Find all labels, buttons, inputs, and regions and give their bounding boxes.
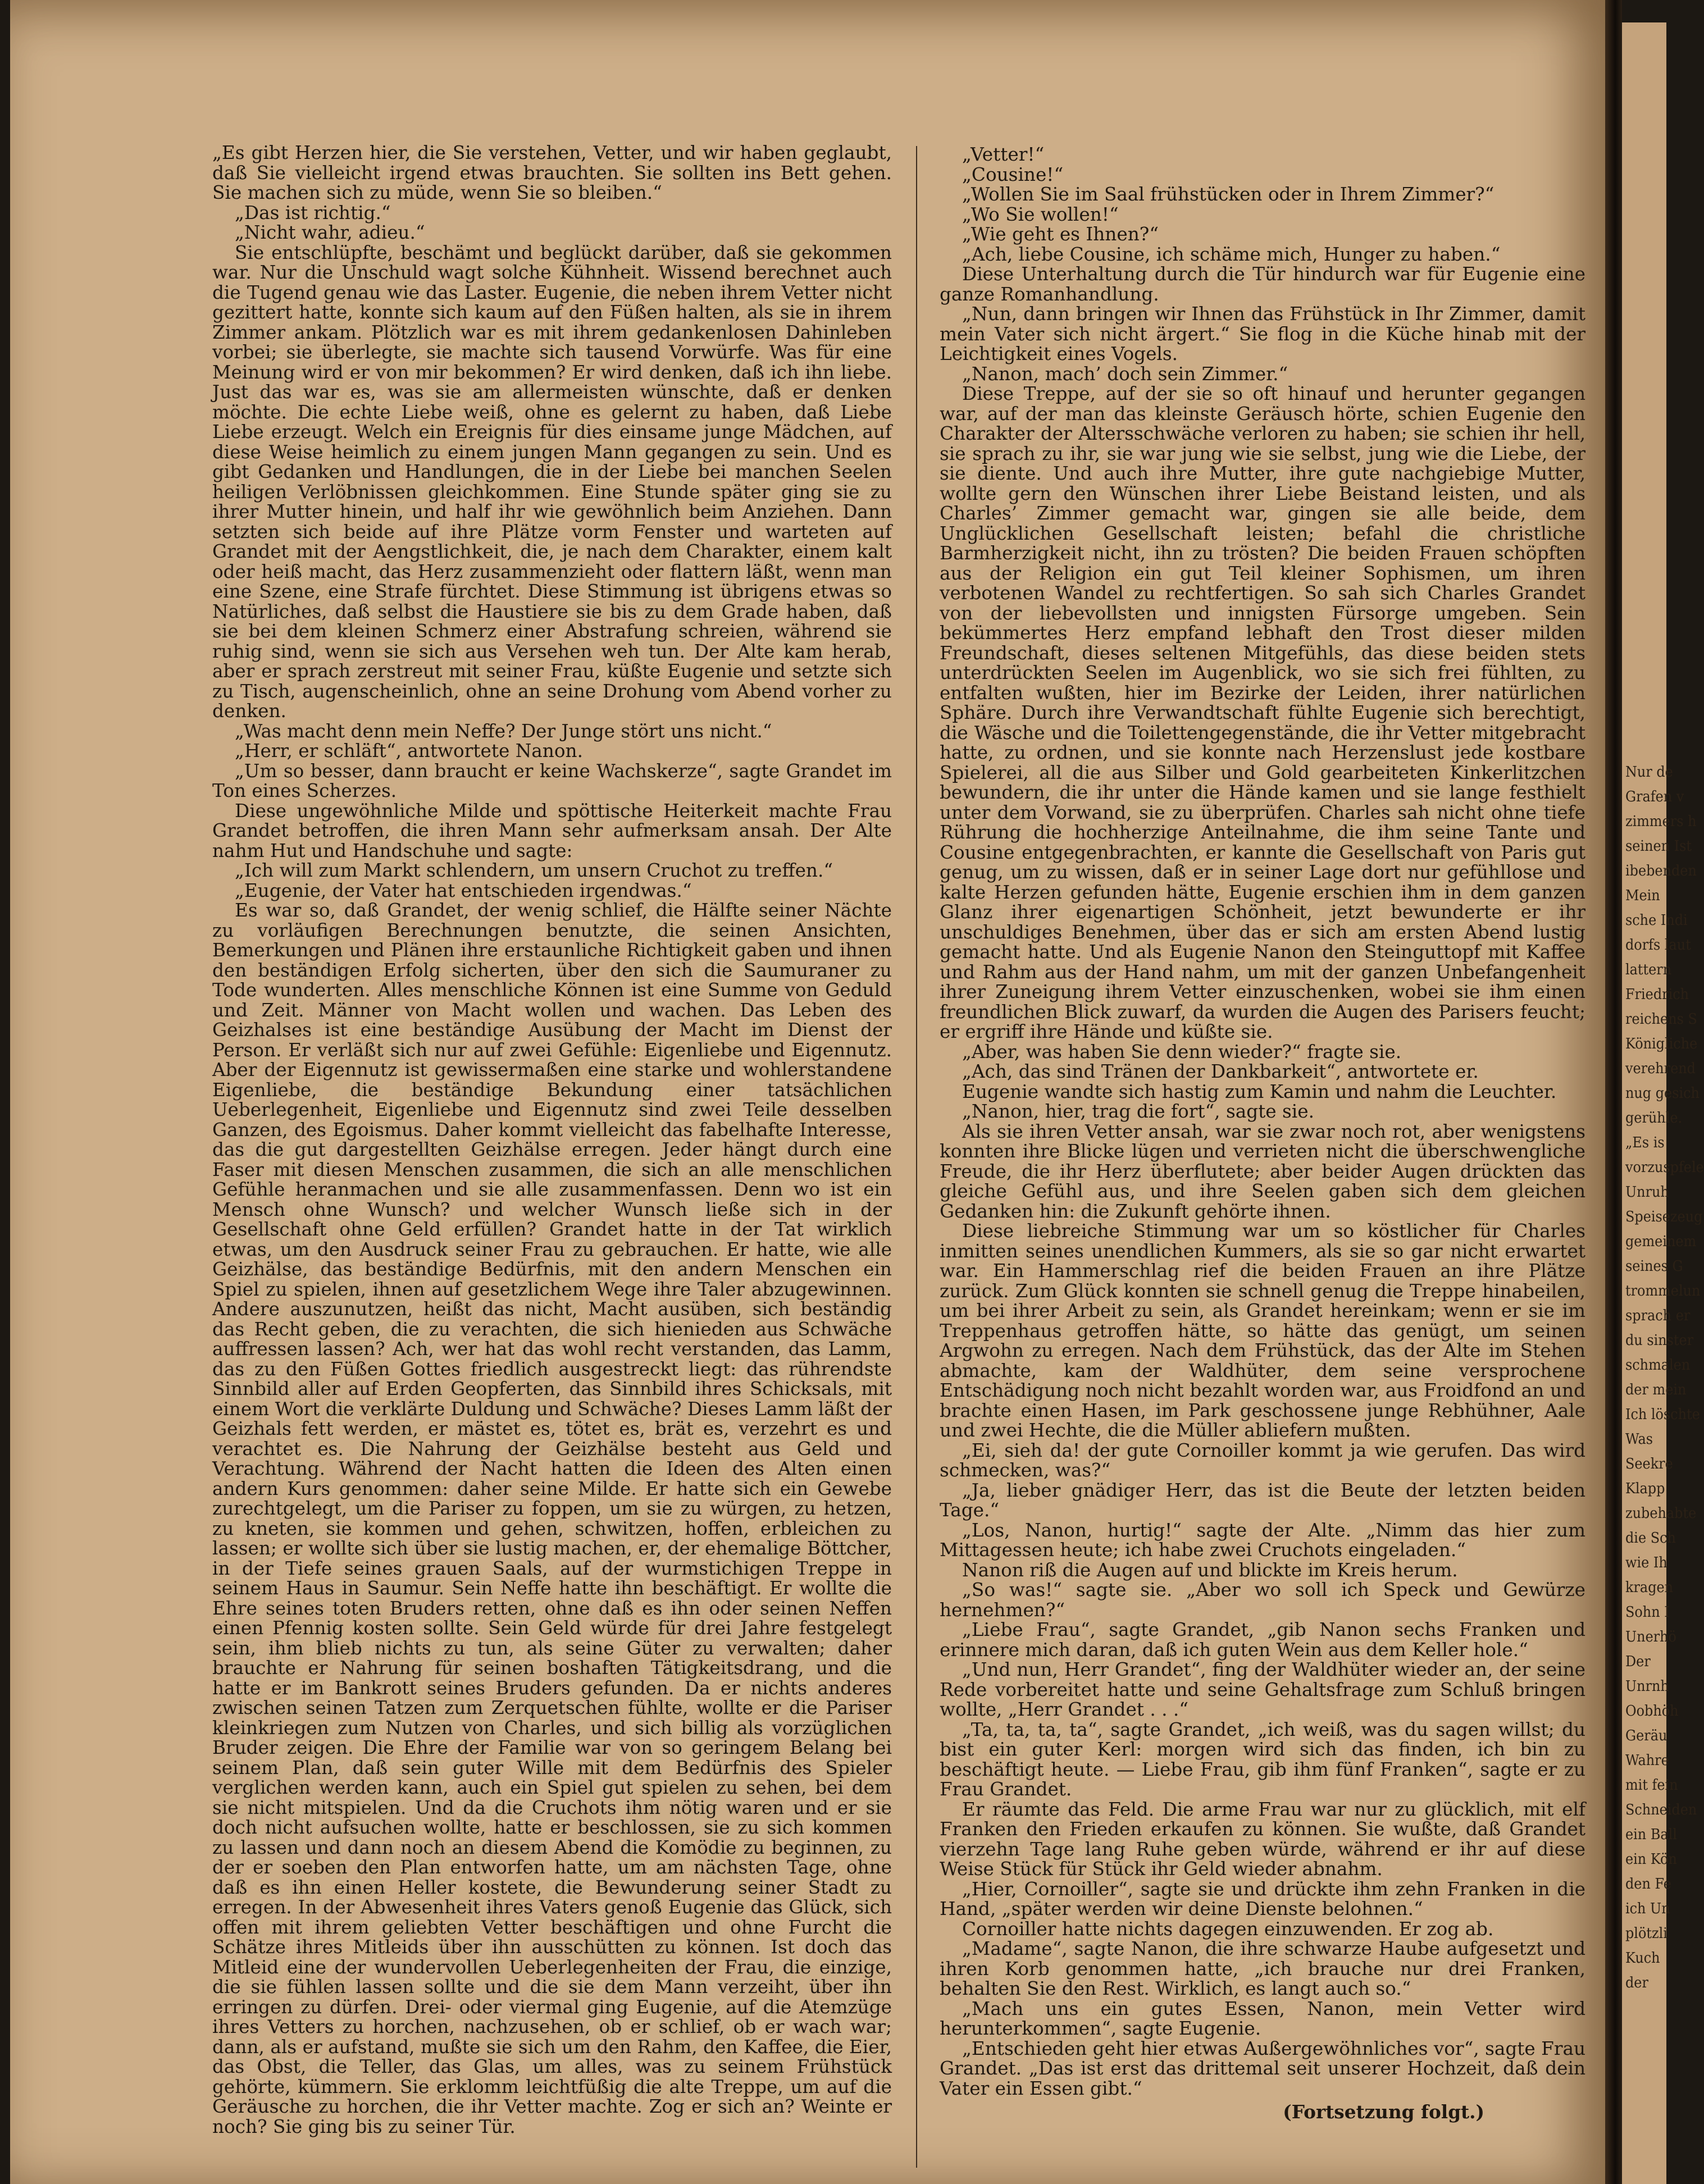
next-page-text-fragment: zubehabte <box>1625 1505 1697 1522</box>
next-page-text-fragment: nug gesich <box>1625 1085 1700 1102</box>
next-page-text-fragment: wie Ih <box>1625 1554 1667 1571</box>
next-page-text-fragment: trommelun <box>1625 1283 1701 1300</box>
next-page-text-fragment: ibebenden <box>1625 863 1697 879</box>
next-page-text-fragment: Wahre <box>1625 1752 1669 1769</box>
left-column-paragraph: „Herr, er schläft“, antwortete Nanon. <box>235 740 583 762</box>
next-page-text-fragment: Was <box>1625 1431 1653 1448</box>
next-page-text-fragment: Geräu <box>1625 1727 1667 1744</box>
next-page-text-fragment: Schneiden <box>1625 1802 1697 1818</box>
next-page-text-fragment: dorfs laut <box>1625 937 1691 954</box>
right-column-paragraph: „Ach, das sind Tränen der Dankbarkeit“, antwortete er. <box>962 1061 1479 1082</box>
right-column-paragraph: „Aber, was haben Sie denn wieder?“ fragte sie. <box>962 1041 1402 1063</box>
next-page-text-fragment: Nur de <box>1625 764 1673 781</box>
left-column-paragraph: „Das ist richtig.“ <box>235 202 391 224</box>
right-column-paragraph: „So was!“ sagte sie. „Aber wo soll ich Speck und Gewürze hernehmen?“ <box>940 1579 1585 1621</box>
right-column-paragraph: „Hier, Cornoiller“, sagte sie und drückte ihm zehn Franken in die Hand, „später werden wir deine Dienste belohnen.“ <box>940 1878 1585 1919</box>
next-page-text-fragment: Grafen v <box>1625 788 1684 805</box>
left-column-paragraph: Es war so, daß Grandet, der wenig schlief, die Hälfte seiner Nächte zu vorläufigen Berechnungen benutzte, die seinen Ansichten, Bemerkungen und Plänen ihre erstaunliche Richtigkeit gaben und ihnen den beständigen Erfolg sicherten, über den sich die Saumuraner zu Tode wunderten. Alles menschliche Können ist eine Summe von Geduld und Zeit. Männer von Macht wollen und wachen. Das Leben des Geizhalses ist eine beständige Ausübung der Macht im Dienst der Person. Er verläßt sich nur auf zwei Gefühle: Eigenliebe und Eigennutz. Aber der Eigennutz ist gewissermaßen eine starke und wohlerstandene Eigenliebe, die beständige Bekundung einer tatsächlichen Ueberlegenheit, Eigenliebe und Eigennutz sind zwei Teile desselben Ganzen, des Egoismus. Daher kommt vielleicht das fabelhafte Interesse, das die gut dargestellten Geizhälse erregen. Jeder hängt durch eine Faser mit diesen Menschen zusammen, die sich an alle menschlichen Gefühle heranmachen und sie alle zusammenfassen. Denn wo ist ein Mensch ohne Wunsch? und welcher Wunsch ließe sich in der Gesellschaft ohne Geld erfüllen? Grandet hatte in der Tat wirklich etwas, um den Ausdruck seiner Frau zu gebrauchen. Er hatte, wie alle Geizhälse, das beständige Bedürfnis, mit den andern Menschen ein Spiel zu spielen, ihnen auf gesetzlichem Wege ihre Taler abzugewinnen. Andere auszunutzen, heißt das nicht, Macht ausüben, sich beständig das Recht geben, die zu verachten, die sich hienieden aus Schwäche auffressen lassen? Ach, wer hat das wohl recht verstanden, das Lamm, das zu den Füßen Gottes friedlich ausgestreckt liegt: das rührendste Sinnbild aller auf Erden Geopferten, das Sinnbild ihres Schicksals, mit einem Wort die verklärte Duldung und Schwäche? Dieses Lamm läßt der Geizhals fett werden, er mästet es, tötet es, brät es, verzehrt es und verachtet es. Die Nahrung der Geizhälse besteht aus Geld und Verachtung. Während der Nacht hatten die Ideen des Alten einen andern Kurs genommen: daher seine Milde. Er hatte sich ein Gewebe zurechtgelegt, um die Pariser zu foppen, um sie zu würgen, zu hetzen, zu kneten, sie kommen und gehen, schwitzen, hoffen, erbleichen zu lassen; er wollte sich über sie lustig machen, er, der ehemalige Böttcher, in der Tiefe seines grauen Saals, auf der wurmstichigen Treppe in seinem Haus in Saumur. Sein Neffe hatte ihn beschäftigt. Er wollte die Ehre seines toten Bruders retten, ohne daß es ihn oder seinen Neffen einen Pfennig kosten sollte. Sein Geld würde für drei Jahre festgelegt sein, ihm blieb nichts zu tun, als seine Güter zu verwalten; daher brauchte er Nahrung für seinen boshaften Tätigkeitsdrang, und die hatte er im Bankrott seines Bruders gefunden. Da er nichts anderes zwischen seinen Tatzen zum Zerquetschen fühlte, wollte er die Pariser kleinkriegen zum Nutzen von Charles, und sich billig als vorzüglichen Bruder zeigen. Die Ehre der Familie war von so geringem Belang bei seinem Plan, daß sein guter Wille mit dem Bedürfnis des Spieler verglichen werden kann, auch ein Spiel gut spielen zu sehen, bei dem sie nicht mitspielen. Und da die Cruchots ihm nötig waren und er sie doch nicht aufsuchen wollte, hatte er beschlossen, sie zu sich kommen zu lassen und dann noch an diesem Abend die Komödie zu beginnen, zu der er soeben den Plan entworfen hatte, um am nächsten Tage, ohne daß es ihn einen Heller kostete, die Bewunderung seiner Stadt zu erregen. In der Abwesenheit ihres Vaters genoß Eugenie das Glück, sich offen mit ihrem geliebten Vetter beschäftigen und ohne Furcht die Schätze ihres Mitleids über ihn ausschütten zu können. Ist doch das Mitleid eine der wundervollen Ueberlegenheiten der Frau, die einzige, die sie fühlen lassen sollte und die sie dem Mann verzeiht, über ihn erringen zu dürfen. Drei- oder viermal ging Eugenie, auf die Atemzüge ihres Vetters zu horchen, nachzusehen, ob er schlief, ob er wach war; dann, als er aufstand, mußte sie sich um den Rahm, den Kaffee, die Eier, das Obst, die Teller, das Glas, um alles, was zu seinem Frühstück gehörte, kümmern. Sie erklomm leichtfüßig die alte Treppe, um auf die Geräusche zu horchen, die ihr Vetter machte. Zog er sich an? Weinte er noch? Sie ging bis zu seiner Tür. <box>212 900 892 2137</box>
next-page-text-fragment: gemeinem <box>1625 1233 1697 1250</box>
next-page-text-fragment: schmalen <box>1625 1357 1691 1374</box>
left-column-paragraph: „Es gibt Herzen hier, die Sie verstehen, Vetter, und wir haben geglaubt, daß Sie vielleicht irgend etwas brauchten. Sie sollten ins Bett gehen. Sie machen sich zu müde, wenn Sie so bleiben.“ <box>212 142 892 203</box>
right-column-paragraph: „Liebe Frau“, sagte Grandet, „gib Nanon sechs Franken und erinnere mich daran, daß ich guten Wein aus dem Keller hole.“ <box>940 1619 1585 1661</box>
next-page-text-fragment: sprach er <box>1625 1307 1691 1324</box>
next-page-text-fragment: kragen <box>1625 1579 1674 1596</box>
newspaper-page <box>10 0 1605 2184</box>
next-page-text-fragment: „Es is <box>1625 1134 1665 1151</box>
right-column-paragraph: „Ja, lieber gnädiger Herr, das ist die Beute der letzten beiden Tage.“ <box>940 1479 1585 1521</box>
left-text-column <box>212 143 892 2137</box>
right-column-paragraph: „Los, Nanon, hurtig!“ sagte der Alte. „Nimm das hier zum Mittagessen heute; ich habe zwei Cruchots eingeladen.“ <box>940 1519 1585 1561</box>
left-column-paragraph: Diese ungewöhnliche Milde und spöttische Heiterkeit machte Frau Grandet betroffen, die ihren Mann sehr aufmerksam ansah. Der Alte nahm Hut und Handschuhe und sagte: <box>212 800 892 861</box>
right-column-paragraph: „Ta, ta, ta, ta“, sagte Grandet, „ich weiß, was du sagen willst; du bist ein guter Kerl: morgen wird sich das finden, ich bin zu beschäftigt heute. — Liebe Frau, gib ihm fünf Franken“, sagte er zu Frau Grandet. <box>940 1718 1585 1800</box>
book-spine <box>1605 0 1622 2184</box>
column-divider <box>916 146 917 2168</box>
right-column-paragraph: „Ei, sieh da! der gute Cornoiller kommt ja wie gerufen. Das wird schmecken, was?“ <box>940 1439 1585 1481</box>
next-page-text-fragment: ich Un <box>1625 1900 1670 1917</box>
next-page-text-fragment: du sinster <box>1625 1332 1694 1349</box>
right-column-paragraph: „Nanon, hier, trag die fort“, sagte sie. <box>962 1101 1314 1122</box>
right-column-paragraph: Nanon riß die Augen auf und blickte im Kreis herum. <box>962 1559 1458 1581</box>
next-page-text-fragment: lattern <box>1625 961 1672 978</box>
right-column-paragraph: Eugenie wandte sich hastig zum Kamin und nahm die Leuchter. <box>962 1080 1557 1102</box>
next-page-text-fragment: gerühle. <box>1625 1110 1683 1127</box>
next-page-text-fragment: Unrnh <box>1625 1678 1669 1695</box>
right-column-paragraph: „Wollen Sie im Saal frühstücken oder in Ihrem Zimmer?“ <box>962 184 1495 205</box>
left-column-paragraph: „Was macht denn mein Neffe? Der Junge stört uns nicht.“ <box>235 720 772 742</box>
next-page-text-fragment: plötzli <box>1625 1925 1667 1942</box>
right-column-paragraph: „Entschieden geht hier etwas Außergewöhnliches vor“, sagte Frau Grandet. „Das ist erst das drittemal seit unserer Hochzeit, daß dein Vater ein Essen gibt.“ <box>940 2037 1585 2099</box>
right-column-paragraph: „Cousine!“ <box>962 163 1064 185</box>
next-page-text-fragment: Sohn I <box>1625 1604 1670 1621</box>
right-column-paragraph: „Nun, dann bringen wir Ihnen das Frühstück in Ihr Zimmer, damit mein Vater sich nicht ärgert.“ Sie flog in die Küche hinab mit der Leichtigkeit eines Vogels. <box>940 303 1585 364</box>
next-page-text-fragment: die Sch <box>1625 1530 1676 1547</box>
next-page-text-fragment: Oobhöh <box>1625 1703 1679 1720</box>
next-page-text-fragment: sche Indi <box>1625 912 1688 929</box>
next-page-text-fragment: Klapp <box>1625 1480 1665 1497</box>
next-page-text-fragment: Königliche <box>1625 1036 1698 1052</box>
next-page-text-fragment: Seekre <box>1625 1456 1673 1472</box>
right-column-paragraph: „Und nun, Herr Grandet“, fing der Waldhüter wieder an, der seine Rede vorbereitet hatte und seine Gehaltsfrage zum Schluß bringen wollte, „Herr Grandet . . .“ <box>940 1659 1585 1720</box>
next-page-text-fragment: Der <box>1625 1653 1651 1670</box>
right-column-paragraph: „Wo Sie wollen!“ <box>962 203 1119 225</box>
right-column-paragraph: Er räumte das Feld. Die arme Frau war nur zu glücklich, mit elf Franken den Frieden erkaufen zu können. Sie wußte, daß Grandet vierzehn Tage lang Ruhe geben würde, während er ihr auf diese Weise Stück für Stück ihr Geld wieder abnahm. <box>940 1798 1585 1880</box>
left-column-paragraph: „Um so besser, dann braucht er keine Wachskerze“, sagte Grandet im Ton eines Scherzes. <box>212 760 892 801</box>
right-column-paragraph: Cornoiller hatte nichts dagegen einzuwenden. Er zog ab. <box>962 1918 1494 1940</box>
right-column-paragraph: „Madame“, sagte Nanon, die ihre schwarze Haube aufgesetzt und ihren Korb genommen hatte, „ich brauche nur drei Franken, behalten Sie den Rest. Wirklich, es langt auch so.“ <box>940 1938 1585 1999</box>
next-page-text-fragment: vorzuspfele <box>1625 1159 1704 1176</box>
next-page-text-fragment: reichens S <box>1625 1011 1697 1028</box>
left-column-paragraph: „Ich will zum Markt schlendern, um unsern Cruchot zu treffen.“ <box>235 860 833 881</box>
next-page-text-fragment: Unerhö <box>1625 1629 1676 1645</box>
next-page-text-fragment: seines G <box>1625 1258 1683 1275</box>
right-column-paragraph: Als sie ihren Vetter ansah, war sie zwar noch rot, aber wenigstens konnten ihre Blicke lügen und verrieten nicht die überschwengliche Freude, die ihr Herz überflutete; aber beider Augen drückten das gleiche Gefühl aus, und ihre Seelen gaben sich dem gleichen Gedanken hin: die Zukunft gehörte ihnen. <box>940 1120 1585 1222</box>
right-column-paragraph: „Ach, liebe Cousine, ich schäme mich, Hunger zu haben.“ <box>962 243 1501 265</box>
next-page-text-fragment: seinen Ist <box>1625 838 1692 855</box>
right-column-paragraph: „Wie geht es Ihnen?“ <box>962 224 1159 245</box>
right-column-paragraph: „Mach uns ein gutes Essen, Nanon, mein Vetter wird herunterkommen“, sagte Eugenie. <box>940 1998 1585 2039</box>
next-page-edge <box>1622 22 1704 2184</box>
next-page-text-fragment: mit fein <box>1625 1777 1678 1794</box>
next-page-text-fragment: der mein <box>1625 1381 1687 1398</box>
next-page-text-fragment: Kuch <box>1625 1950 1660 1967</box>
next-page-text-fragment: Speisezeug <box>1625 1209 1703 1225</box>
next-page-text-fragment: verehrend <box>1625 1060 1696 1077</box>
next-page-text-fragment: der <box>1625 1975 1648 1991</box>
right-text-column <box>940 145 1585 2122</box>
next-page-text-fragment: Unruh <box>1625 1184 1669 1201</box>
right-column-paragraph: „Nanon, mach’ doch sein Zimmer.“ <box>962 363 1288 385</box>
left-column-paragraph: „Nicht wahr, adieu.“ <box>235 222 425 243</box>
next-page-text-fragment: Friedrich <box>1625 986 1689 1003</box>
next-page-text-fragment: ein Ball <box>1625 1826 1677 1843</box>
left-column-paragraph: „Eugenie, der Vater hat entschieden irgendwas.“ <box>235 879 692 901</box>
right-column-paragraph: „Vetter!“ <box>962 144 1045 165</box>
right-column-paragraph: Diese Treppe, auf der sie so oft hinauf und herunter gegangen war, auf der man das kleinste Geräusch hörte, schien Eugenie den Charakter der Altersschwäche verloren zu haben; sie schien ihr hell, sie sprach zu ihr, sie war jung wie sie selbst, jung wie die Liebe, der sie diente. Und auch ihre Mutter, ihre gute nachgiebige Mutter, wollte gern den Wünschen ihrer Liebe Beistand leisten, und als Charles’ Zimmer gemacht war, gingen sie alle beide, dem Unglücklichen Gesellschaft leisten; befahl die christliche Barmherzigkeit nicht, ihn zu trösten? Die beiden Frauen schöpften aus der Religion ein gut Teil kleiner Sophismen, um ihren verbotenen Wandel zu rechtfertigen. So sah sich Charles Grandet von der liebevollsten und innigsten Fürsorge umgeben. Sein bekümmertes Herz empfand lebhaft den Trost dieser milden Freundschaft, dieses seltenen Mitgefühls, das diese beiden stets unterdrückten Seelen im Augenblick, wo sie sich frei fühlten, zu entfalten wußten, hier im Bezirke der Leiden, ihrer natürlichen Sphäre. Durch ihre Verwandtschaft fühlte Eugenie sich berechtigt, die Wäsche und die Toilettengegenstände, die ihr Vetter mitgebracht hatte, zu ordnen, und sie konnte nach Herzenslust jede kostbare Spielerei, all die aus Silber und Gold gearbeiteten Kinkerlitzchen bewundern, die ihr unter die Hände kamen und sie lange festhielt unter dem Vorwand, sie zu überprüfen. Charles sah nicht ohne tiefe Rührung die hochherzige Anteilnahme, die ihm seine Tante und Cousine entgegenbrachten, er kannte die Gesellschaft von Paris gut genug, um zu wissen, daß er in seiner Lage dort nur gefühllose und kalte Herzen gefunden hätte, Eugenie erschien ihm in dem ganzen Glanz ihrer eigenartigen Schönheit, jetzt bewunderte er ihr unschuldiges Benehmen, über das er sich am ersten Abend lustig gemacht hatte. Und als Eugenie Nanon den Steinguttopf mit Kaffee und Rahm aus der Hand nahm, um mit der ganzen Unbefangenheit ihrer Zuneigung ihrem Vetter einzuschenken, wobei sie ihm einen freundlichen Blick zuwarf, da wurden die Augen des Parisers feucht; er ergriff ihre Hände und küßte sie. <box>940 383 1585 1042</box>
left-column-paragraph: Sie entschlüpfte, beschämt und beglückt darüber, daß sie gekommen war. Nur die Unschuld wagt solche Kühnheit. Wissend berechnet auch die Tugend genau wie das Laster. Eugenie, die neben ihrem Vetter nicht gezittert hatte, konnte sich kaum auf den Füßen halten, als sie in ihrem Zimmer ankam. Plötzlich war es mit ihrem gedankenlosen Dahinleben vorbei; sie überlegte, sie machte sich tausend Vorwürfe. Was für eine Meinung wird er von mir bekommen? Er wird denken, daß ich ihn liebe. Just das war es, was sie am allermeisten wünschte, daß er denken möchte. Die echte Liebe weiß, ohne es gelernt zu haben, daß Liebe Liebe erzeugt. Welch ein Ereignis für dies einsame junge Mädchen, auf diese Weise heimlich zu einem jungen Mann gegangen zu sein. Und es gibt Gedanken und Handlungen, die in der Liebe bei manchen Seelen heiligen Verlöbnissen gleichkommen. Eine Stunde später ging sie zu ihrer Mutter hinein, und half ihr wie gewöhnlich beim Anziehen. Dann setzten sich beide auf ihre Plätze vorm Fenster und warteten auf Grandet mit der Aengstlichkeit, die, je nach dem Charakter, einem kalt oder heiß macht, das Herz zusammenzieht oder flattern läßt, wenn man eine Szene, eine Strafe fürchtet. Diese Stimmung ist übrigens etwas so Natürliches, daß selbst die Haustiere sie bis zu dem Grade haben, daß sie bei dem kleinen Schmerz einer Abstrafung schreien, während sie ruhig sind, wenn sie sich aus Versehen weh tun. Der Alte kam herab, aber er sprach zerstreut mit seiner Frau, küßte Eugenie und setzte sich zu Tisch, augenscheinlich, ohne an seine Drohung vom Abend vorher zu denken. <box>212 241 892 722</box>
right-column-paragraph: Diese liebreiche Stimmung war um so köstlicher für Charles inmitten seines unendlichen Kummers, als sie so gar nicht erwartet war. Ein Hammerschlag rief die beiden Frauen an ihre Plätze zurück. Zum Glück konnten sie schnell genug die Treppe hinabeilen, um bei ihrer Arbeit zu sein, als Grandet hereinkam; wenn er sie im Treppenhaus getroffen hätte, so hätte das genügt, um seinen Argwohn zu erregen. Nach dem Frühstück, das der Alte im Stehen abmachte, kam der Waldhüter, dem seine versprochene Entschädigung noch nicht bezahlt worden war, aus Froidfond an und brachte einen Hasen, im Park geschossene junge Rebhühner, Aale und zwei Hechte, die die Müller abliefern mußten. <box>940 1220 1585 1441</box>
next-page-text-fragment: ein Kön <box>1625 1851 1677 1868</box>
next-page-text-fragment: den Fe <box>1625 1876 1671 1893</box>
right-column-paragraph: Diese Unterhaltung durch die Tür hindurch war für Eugenie eine ganze Romanhandlung. <box>940 263 1585 305</box>
next-page-text-fragment: Ich löschte <box>1625 1406 1700 1423</box>
next-page-text-fragment: zimmers h <box>1625 813 1697 830</box>
next-page-text-fragment: Mein <box>1625 887 1660 904</box>
continuation-note: (Fortsetzung folgt.) <box>1283 2101 1484 2123</box>
